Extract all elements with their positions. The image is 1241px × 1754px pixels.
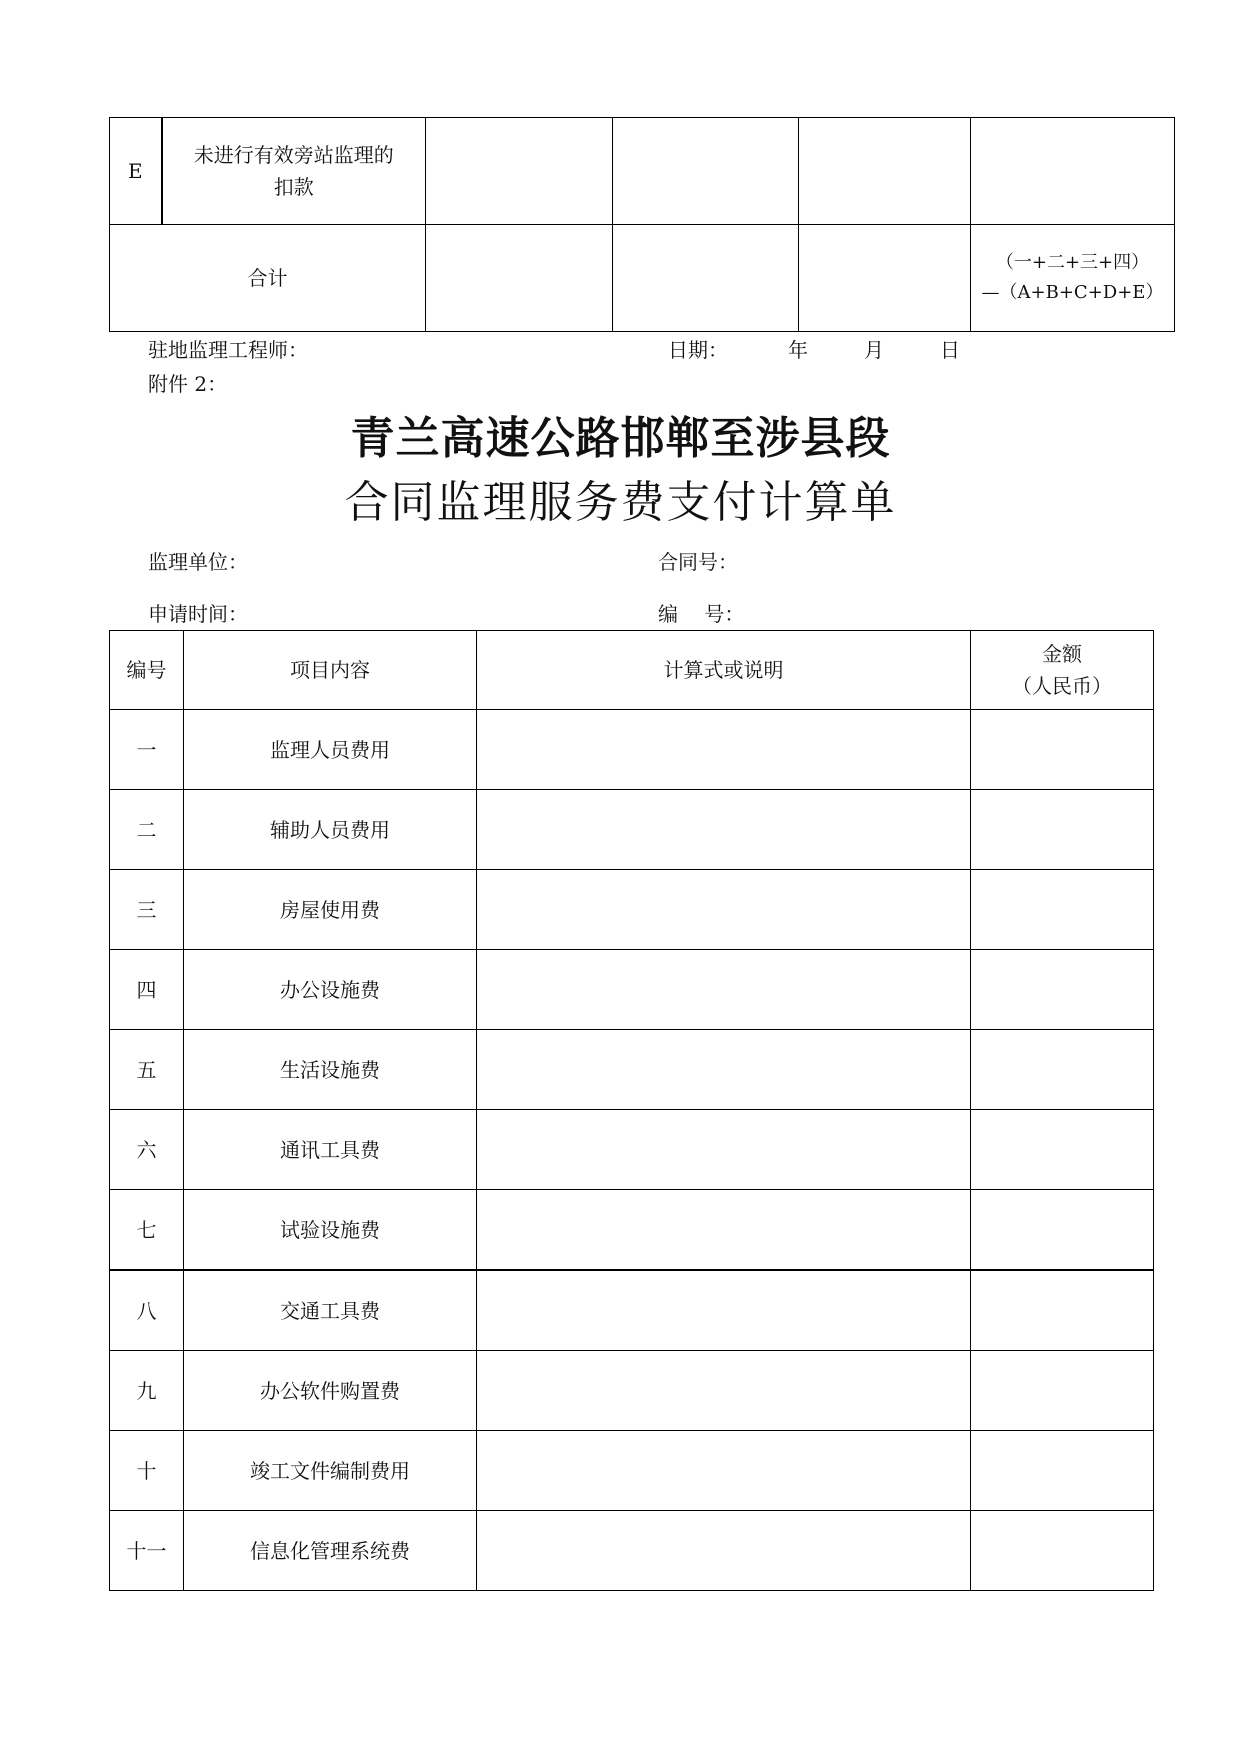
unit-label: 监理单位： bbox=[148, 550, 248, 574]
header-amount-line2: （人民币） bbox=[1012, 674, 1112, 698]
total-formula bbox=[971, 225, 1175, 332]
header-code: 编号 bbox=[110, 631, 184, 710]
row-item: 辅助人员费用 bbox=[184, 790, 477, 870]
formula-cell bbox=[477, 1351, 971, 1431]
amount-cell bbox=[971, 950, 1154, 1030]
row-code: 九 bbox=[110, 1351, 184, 1431]
amount-cell bbox=[971, 1190, 1154, 1271]
row-code: 六 bbox=[110, 1110, 184, 1190]
row-item: 生活设施费 bbox=[184, 1030, 477, 1110]
apply-time-label: 申请时间： bbox=[148, 602, 248, 626]
empty-cell bbox=[426, 225, 613, 332]
row-item: 竣工文件编制费用 bbox=[184, 1431, 477, 1511]
row-item: 通讯工具费 bbox=[184, 1110, 477, 1190]
amount-cell bbox=[971, 1030, 1154, 1110]
row-item: 办公设施费 bbox=[184, 950, 477, 1030]
formula-cell bbox=[477, 1030, 971, 1110]
empty-cell bbox=[426, 118, 613, 225]
total-formula-line1: （一+二+三+四） bbox=[995, 252, 1150, 273]
amount-cell bbox=[971, 710, 1154, 790]
formula-cell bbox=[477, 870, 971, 950]
row-item: 房屋使用费 bbox=[184, 870, 477, 950]
header-formula: 计算式或说明 bbox=[477, 631, 971, 710]
row-code: 十一 bbox=[110, 1511, 184, 1591]
formula-cell bbox=[477, 1190, 971, 1271]
formula-cell bbox=[477, 1511, 971, 1591]
table-row bbox=[110, 1351, 1154, 1431]
formula-cell bbox=[477, 1110, 971, 1190]
row-code: 三 bbox=[110, 870, 184, 950]
table-row-e bbox=[110, 118, 1175, 225]
amount-cell bbox=[971, 1351, 1154, 1431]
empty-cell bbox=[613, 225, 799, 332]
empty-cell bbox=[799, 118, 971, 225]
header-amount bbox=[971, 631, 1154, 710]
amount-cell bbox=[971, 1110, 1154, 1190]
row-code: 五 bbox=[110, 1030, 184, 1110]
number-label: 编 号： bbox=[658, 602, 745, 626]
table-row bbox=[110, 870, 1154, 950]
row-item: 监理人员费用 bbox=[184, 710, 477, 790]
page-title: 青兰高速公路邯郸至涉县段 bbox=[350, 413, 891, 464]
row-code: 十 bbox=[110, 1431, 184, 1511]
deduction-table bbox=[109, 117, 1175, 332]
row-item bbox=[162, 118, 426, 225]
header-amount-line1: 金额 bbox=[1042, 642, 1082, 666]
row-code: E bbox=[110, 118, 162, 225]
formula-cell bbox=[477, 950, 971, 1030]
formula-cell bbox=[477, 710, 971, 790]
header-item: 项目内容 bbox=[184, 631, 477, 710]
table-row-total bbox=[110, 225, 1175, 332]
row-code: 一 bbox=[110, 710, 184, 790]
attachment-label: 附件 2： bbox=[148, 372, 228, 396]
row-item: 办公软件购置费 bbox=[184, 1351, 477, 1431]
row-code: 八 bbox=[110, 1270, 184, 1351]
table-row bbox=[110, 1110, 1154, 1190]
table-row bbox=[110, 710, 1154, 790]
empty-cell bbox=[613, 118, 799, 225]
formula-cell bbox=[477, 790, 971, 870]
table-row bbox=[110, 1030, 1154, 1110]
amount-cell bbox=[971, 1431, 1154, 1511]
month-label: 月 bbox=[864, 338, 884, 362]
fee-table bbox=[109, 630, 1154, 1591]
row-code: 四 bbox=[110, 950, 184, 1030]
table-row bbox=[110, 790, 1154, 870]
formula-cell bbox=[477, 1270, 971, 1351]
empty-cell bbox=[971, 118, 1175, 225]
engineer-label: 驻地监理工程师： bbox=[148, 338, 308, 362]
date-label: 日期： bbox=[668, 338, 728, 362]
table-row bbox=[110, 1511, 1154, 1591]
table-row bbox=[110, 1270, 1154, 1351]
row-item: 信息化管理系统费 bbox=[184, 1511, 477, 1591]
row-item: 试验设施费 bbox=[184, 1190, 477, 1271]
row-item-text: 未进行有效旁站监理的扣款 bbox=[193, 143, 394, 199]
amount-cell bbox=[971, 790, 1154, 870]
table-header-row bbox=[110, 631, 1154, 710]
total-formula-line2: —（A+B+C+D+E） bbox=[981, 282, 1164, 303]
table-row bbox=[110, 1190, 1154, 1271]
amount-cell bbox=[971, 1511, 1154, 1591]
contract-label: 合同号： bbox=[658, 550, 738, 574]
amount-cell bbox=[971, 870, 1154, 950]
day-label: 日 bbox=[940, 338, 960, 362]
table-row bbox=[110, 950, 1154, 1030]
total-label: 合计 bbox=[110, 225, 426, 332]
table-row bbox=[110, 1431, 1154, 1511]
row-code: 七 bbox=[110, 1190, 184, 1271]
row-code: 二 bbox=[110, 790, 184, 870]
row-item: 交通工具费 bbox=[184, 1270, 477, 1351]
amount-cell bbox=[971, 1270, 1154, 1351]
empty-cell bbox=[799, 225, 971, 332]
year-label: 年 bbox=[788, 338, 808, 362]
formula-cell bbox=[477, 1431, 971, 1511]
page-subtitle: 合同监理服务费支付计算单 bbox=[344, 477, 897, 528]
